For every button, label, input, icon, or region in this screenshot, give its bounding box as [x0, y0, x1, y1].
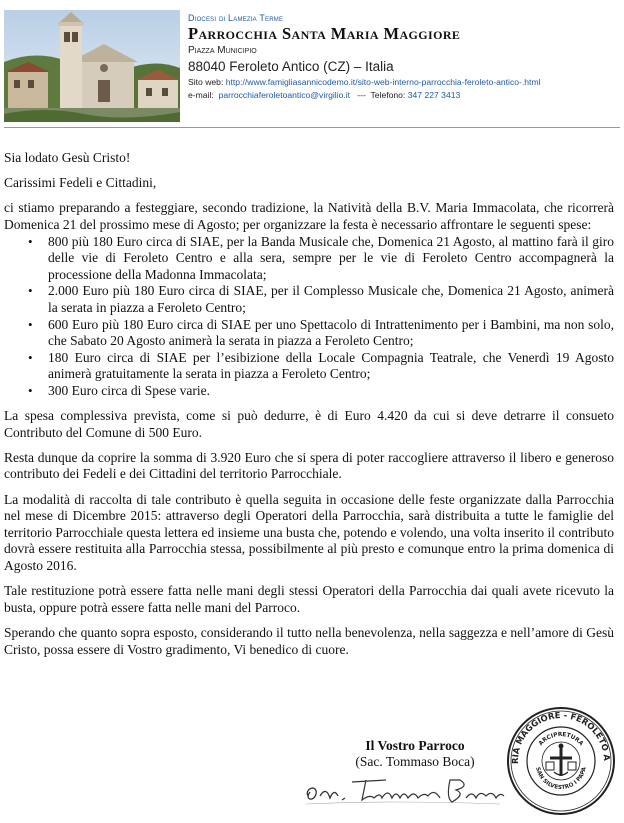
parish-name: Parrocchia Santa Maria Maggiore: [188, 24, 461, 43]
list-item: • 180 Euro circa di SIAE per l’esibizione della Locale Compagnia Teatrale, che Venerdì 19 Agosto animerà gratuitamente la serata in piazza a Feroleto Centro;: [48, 350, 614, 383]
website-line: [188, 76, 620, 89]
website-link[interactable]: http://www.famigliasannicodemo.it/sito-web-interno-parrocchia-feroleto-antico-.html: [225, 77, 541, 87]
stamp-inner-top: ARCIPRETURA: [538, 731, 584, 748]
parish-square: Piazza Municipio: [188, 45, 257, 56]
intro-paragraph: ci stiamo preparando a festeggiare, secondo tradizione, la Natività della B.V. Maria Immacolata, che ricorrerà Domenica 21 del prossimo mese di Agosto; per organizzare la festa è necessario affrontare le seguenti spese:: [4, 200, 614, 232]
parish-city: 88040 Feroleto Antico (CZ) – Italia: [188, 59, 394, 74]
letterhead: [0, 0, 624, 130]
closing-paragraph: Sperando che quanto sopra esposto, considerando il tutto nella benevolenza, nella saggezza e nell’amore di Gesù Cristo, possa essere di Vostro gradimento, Vi benedico di cuore.: [4, 625, 614, 657]
stamp-outer-text: RIA MAGGIORE - FEROLETO A: [509, 709, 613, 765]
phone-number: 347 227 3413: [407, 90, 461, 100]
greeting: Sia lodato Gesù Cristo!: [4, 150, 131, 165]
email-phone-line: [188, 89, 620, 102]
letter-body: [4, 150, 614, 667]
list-item: • 300 Euro circa di Spese varie.: [48, 383, 614, 400]
diocese-name: Diocesi di Lamezia Terme: [188, 13, 284, 23]
salutation: Carissimi Fedeli e Cittadini,: [4, 175, 157, 191]
total-paragraph: La spesa complessiva prevista, come si può dedurre, è di Euro 4.420 da cui si deve detrarre il consueto Contributo del Comune di 500 Euro.: [4, 408, 614, 440]
signer-name: (Sac. Tommaso Boca): [355, 754, 475, 769]
church-photo: [4, 10, 180, 122]
phone-label: Telefono:: [370, 90, 406, 100]
handwritten-signature: [300, 766, 510, 810]
list-item: • 800 più 180 Euro circa di SIAE, per la Banda Musicale che, Domenica 21 Agosto, al mattino farà il giro delle vie di Feroleto Centro e alla sera, sempre per le vie di Feroleto Centro accompagnerà la processione della Madonna Immacolata;: [48, 234, 614, 284]
signer-title: Il Vostro Parroco: [365, 738, 465, 753]
list-item: • 2.000 Euro più 180 Euro circa di SIAE, per il Complesso Musicale che, Domenica 21 Agosto, animerà la serata in piazza a Feroleto Centro;: [48, 283, 614, 316]
cross-emblem-icon: [546, 744, 576, 777]
website-label: Sito web:: [188, 77, 224, 87]
letterhead-info: [188, 12, 620, 102]
list-item: • 600 Euro più 180 Euro circa di SIAE per uno Spettacolo di Intrattenimento per i Bambini, ma non solo, che Sabato 20 Agosto animerà la serata in piazza a Feroleto Centro;: [48, 317, 614, 350]
stamp-inner-bottom: SAN SILVESTRO I PAPA: [534, 766, 588, 792]
return-paragraph: Tale restituzione potrà essere fatta nelle mani degli stessi Operatori della Parrocchia dai quali avete ricevuto la busta, oppure potrà essere fatta nelle mani del Parroco.: [4, 583, 614, 615]
method-paragraph: La modalità di raccolta di tale contributo è quella seguita in occasione delle feste organizzate dalla Parrocchia nel mese di Dicembre 2015: attraverso degli Operatori della Parrocchia, sarà distribuita a tutte le famiglie del territorio Parrocchiale questa lettera ed insieme una busta che, potendo e volendo, una volta inserito il contributo dovrà essere restituita alla Parrocchia stessa, possibilmente al più presto e comunque entro la prima domenica di Agosto 2016.: [4, 491, 614, 574]
email-label: e-mail:: [188, 90, 214, 100]
remaining-paragraph: Resta dunque da coprire la somma di 3.920 Euro che si spera di poter raccogliere attraverso il libero e generoso contributo dei Fedeli e dei Cittadini del territorio Parrocchiale.: [4, 449, 614, 482]
contact-separator: ---: [357, 90, 366, 100]
email-link[interactable]: parrocchiaferoletoantico@virgilio.it: [218, 90, 351, 100]
expenses-list: [4, 234, 614, 400]
header-divider: [4, 127, 620, 128]
parish-stamp: [506, 706, 616, 816]
